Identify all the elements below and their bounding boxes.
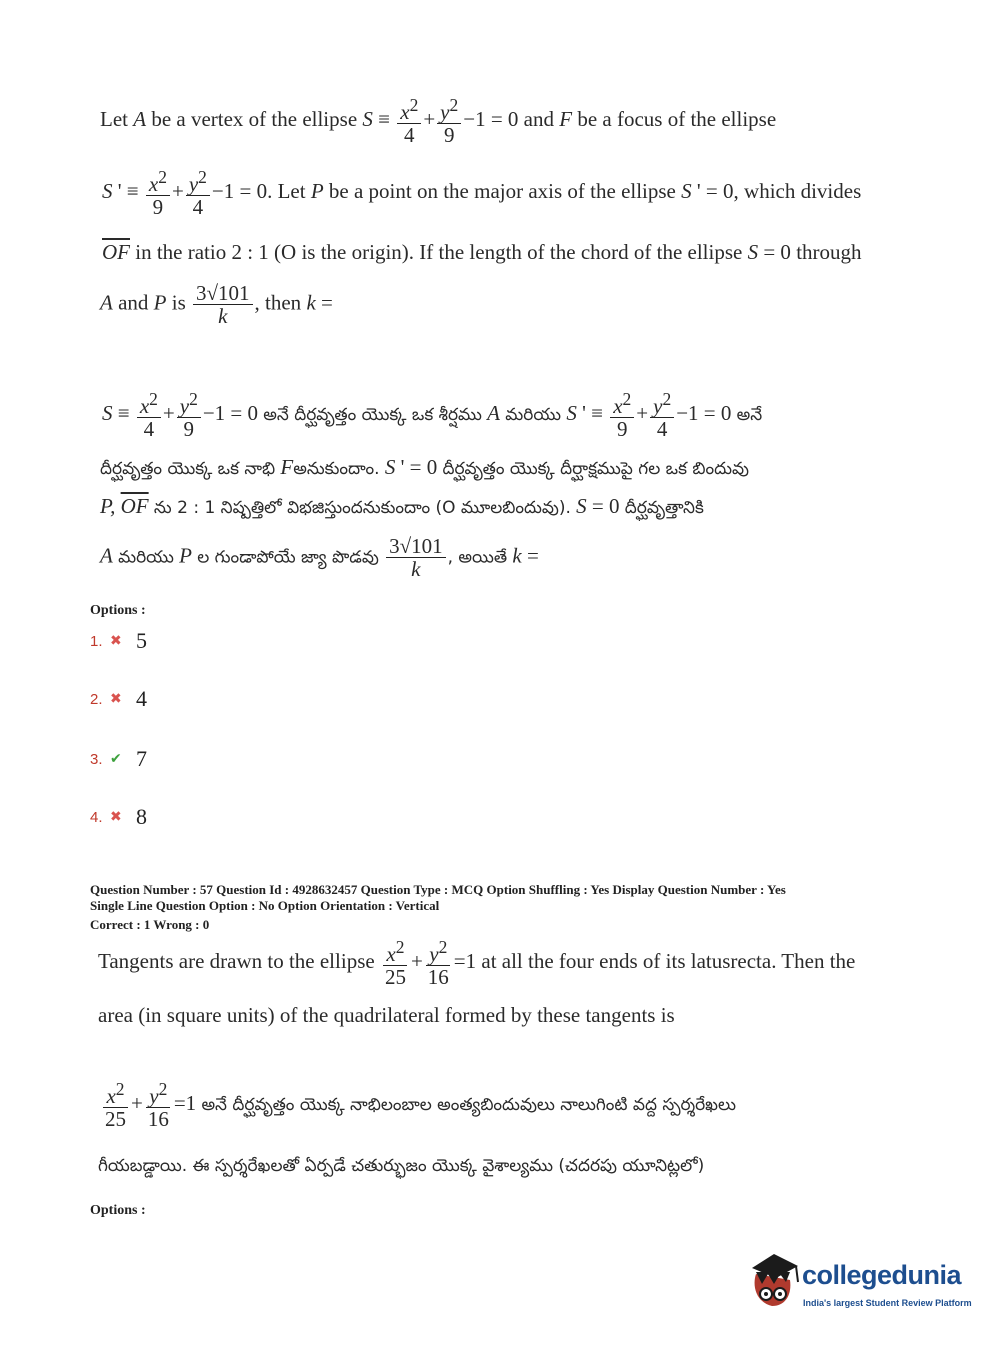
fraction: $\frac{y^2}{16}$: [147, 1079, 169, 1132]
option-3[interactable]: [90, 746, 147, 772]
collegedunia-logo: [742, 1250, 972, 1314]
option-number: 2.: [90, 690, 103, 708]
fraction: $\frac{x^2}{9}$: [146, 168, 170, 218]
fraction: $\frac{3√101}{k}$: [193, 282, 253, 327]
segment-OF: $\overline{OF}$: [102, 240, 130, 264]
q1-en-line-3: $\overline{OF}$ in the ratio 2 : 1 (O is the origin). If the length of the chord of the ellipse S = 0 through: [102, 240, 862, 264]
q1-te-line-4: A మరియు P ల గుండాపోయే జ్యా పొడవు $\frac{3√101}{k}$ , అయితే k =: [100, 534, 539, 582]
option-2[interactable]: [90, 686, 147, 712]
fraction: $\frac{x^2}{25}$: [384, 937, 406, 990]
option-number: 1.: [90, 632, 103, 650]
fraction: $\frac{3√101}{k}$: [386, 535, 446, 580]
logo-wordmark: collegedunia: [802, 1260, 962, 1290]
fraction: $\frac{x^2}{4}$: [137, 390, 161, 440]
question-meta: Question Number : 57 Question Id : 4928632457 Question Type : MCQ Option Shuffling : Yes Display Question Number : Yes Single Line Question Option : No Option Orientation : Vertical Correct : 1 Wrong : 0: [90, 882, 786, 932]
options-label-2: Options :: [90, 1203, 146, 1218]
option-value: 5: [136, 628, 147, 653]
option-1[interactable]: [90, 628, 147, 654]
option-value: 8: [136, 804, 147, 829]
fraction: $\frac{y^2}{4}$: [186, 168, 210, 218]
cross-icon: ✖: [110, 691, 122, 707]
q2-te-line-2: గీయబడ్డాయి. ఈ స్పర్శరేఖలతో ఏర్పడే చతుర్భుజం యొక్క వైశాల్యము (చదరపు యూనిట్లలో): [98, 1156, 705, 1176]
q1-te-line-1: S ≡ $\frac{x^2}{4}$ + $\frac{y^2}{9}$ −1 = 0 అనే దీర్ఘవృత్తం యొక్క ఒక శీర్షము A మరియు S ' ≡ $\frac{x^2}{9}$ + $\frac{y^2}{4}$ −1 = 0 అనే: [102, 389, 763, 442]
fraction: $\frac{x^2}{9}$: [610, 390, 634, 440]
q1-en-line-2: S ' ≡ $\frac{x^2}{9}$ + $\frac{y^2}{4}$ −1 = 0. Let P be a point on the major axis of the ellipse S ' = 0, which divides: [102, 167, 862, 220]
options-label: Options :: [90, 603, 146, 618]
cross-icon: ✖: [110, 633, 122, 649]
q1-en-line-4: A and P is $\frac{3√101}{k}$ , then k =: [100, 281, 333, 329]
option-value: 7: [136, 746, 147, 771]
q2-en-line-2: area (in square units) of the quadrilateral formed by these tangents is: [98, 1003, 675, 1027]
option-number: 4.: [90, 808, 103, 826]
q2-en-line-1: Tangents are drawn to the ellipse $\frac{x^2}{25}$ + $\frac{y^2}{16}$ =1 at all the four ends of its latusrecta. Then the: [98, 937, 856, 990]
q1-te-line-3: P, $\overline{OF}$ ను 2 : 1 నిష్పత్తిలో విభజిస్తుందనుకుందాం (O మూలబిందువు). S = 0 దీర్ఘవృత్తానికి: [100, 494, 704, 518]
logo-tagline: India's largest Student Review Platform: [803, 1298, 972, 1308]
option-4[interactable]: [90, 804, 147, 830]
fraction: $\frac{y^2}{4}$: [650, 390, 674, 440]
fraction: $\frac{x^2}{4}$: [397, 96, 421, 146]
fraction: $\frac{y^2}{9}$: [437, 96, 461, 146]
option-value: 4: [136, 686, 147, 711]
mascot-icon: [742, 1250, 802, 1314]
fraction: $\frac{y^2}{16}$: [427, 937, 449, 990]
q2-te-line-1: $\frac{x^2}{25}$ + $\frac{y^2}{16}$ =1 అనే దీర్ఘవృత్తం యొక్క నాభిలంబాల అంత్యబిందువులు నాలుగింటి వద్ద స్పర్శరేఖలు: [100, 1080, 736, 1130]
fraction: $\frac{x^2}{25}$: [105, 1079, 126, 1132]
fraction: $\frac{y^2}{9}$: [177, 390, 201, 440]
q1-te-line-2: దీర్ఘవృత్తం యొక్క ఒక నాభి Fఅనుకుందాం. S ' = 0 దీర్ఘవృత్తం యొక్క దీర్ఘాక్షముపై గల ఒక బిందువు: [100, 455, 749, 479]
option-number: 3.: [90, 750, 103, 768]
check-icon: ✔: [110, 751, 122, 767]
q1-en-line-1: Let A be a vertex of the ellipse S ≡ $\frac{x^2}{4}$ + $\frac{y^2}{9}$ −1 = 0 and F be a focus of the ellipse: [100, 95, 777, 148]
cross-icon: ✖: [110, 809, 122, 825]
